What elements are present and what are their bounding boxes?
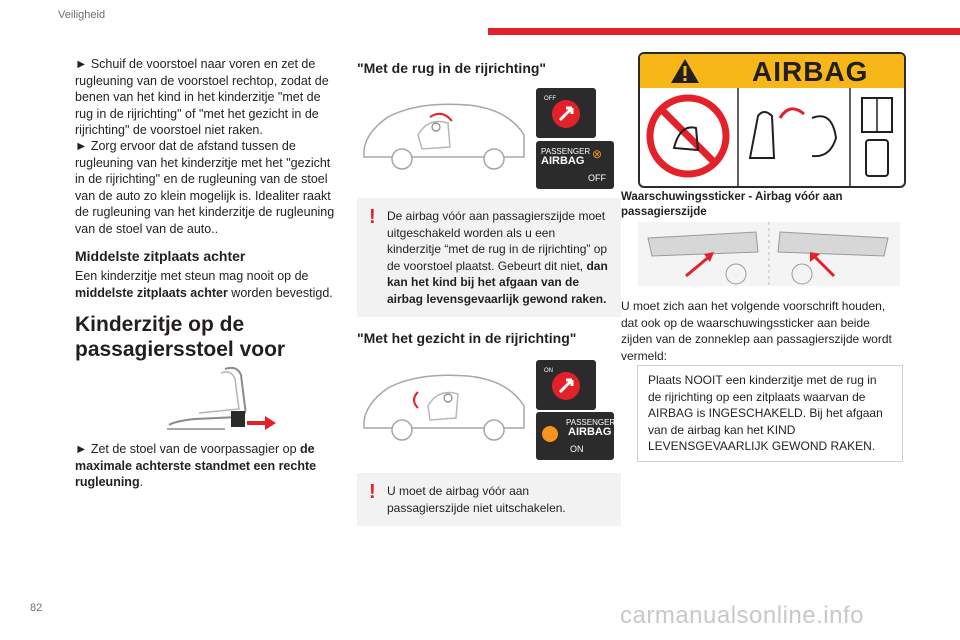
sticker-title: AIRBAG — [752, 56, 869, 87]
switch-on-icon — [536, 360, 596, 410]
warning-icon: ! — [369, 206, 376, 228]
instruction-paragraph-2: ► Zorg ervoor dat de afstand tussen de rugleuning van het kinderzitje met het "gezicht in de rijrichting" en de rugleuning van de stoel van de auto zo klein mogelijk is. Idealiter raakt de rugleuning van het kinderzitje de rugleuning van de stoel van de auto.. — [75, 139, 335, 236]
airbag-on-indicator — [536, 412, 614, 460]
middle-seat-paragraph: Een kinderzitje met steun mag nooit op de middelste zitplaats achter worden bevestigd. — [75, 269, 333, 300]
airbag-warning-icon: ⊗ — [592, 147, 603, 161]
warning-icon: ! — [369, 481, 376, 503]
airbag-warning-sticker — [638, 52, 906, 188]
warning-box-forward-facing: ! U moet de airbag vóór aan passagierszijde niet uitschakelen. — [357, 473, 621, 526]
header-accent-bar — [488, 28, 960, 35]
heading-rear-facing: "Met de rug in de rijrichting" — [357, 60, 547, 76]
panel-off-line2: AIRBAG — [541, 155, 585, 167]
running-header: Veiligheid — [58, 9, 106, 21]
seat-instruction-paragraph: ► Zet de stoel van de voorpassagier op de maximale achterste standmet een rechte rugleuning. — [75, 442, 317, 489]
section-heading: Kinderzitje op de passagiersstoel voor — [75, 313, 286, 361]
panel-on-line1: PASSENGER — [566, 418, 616, 427]
sticker-caption: Waarschuwingssticker - Airbag vóór aan passagierszijde — [621, 191, 843, 218]
subheading-middle-seat: Middelste zitplaats achter — [75, 248, 246, 264]
warning-box-rear-facing: ! De airbag vóór aan passagierszijde moet uitgeschakeld worden als u een kinderzitje “met de rug in de rijrichting” op de voorstoel plaatst. Gebeurt dit niet, dan kan het kind bij het afgaan van de airbag levensgevaarlijk gewond raken. — [357, 198, 621, 317]
switch-off-label: OFF — [544, 96, 556, 102]
airbag-off-indicator — [536, 141, 614, 189]
watermark: carmanualsonline.info — [620, 602, 864, 629]
instruction-paragraph: U moet zich aan het volgende voorschrift houden, dat ook op de waarschuwingssticker aan beide zijden van de zonneklep aan passagierszijde wordt vermeld: — [621, 299, 892, 363]
sticker-pictograms — [640, 88, 904, 186]
panel-on-line2: AIRBAG — [568, 426, 612, 438]
airbag-active-icon — [542, 426, 558, 442]
panel-on-state: ON — [570, 444, 584, 454]
page-number: 82 — [30, 602, 43, 614]
warning-triangle-icon — [670, 58, 700, 84]
panel-off-state: OFF — [588, 173, 606, 183]
switch-off-icon — [536, 88, 596, 138]
panel-off-line1: PASSENGER — [541, 147, 591, 156]
instruction-paragraph-1: ► Schuif de voorstoel naar voren en zet de rugleuning van de voorstoel rechtop, zodat de benen van het kind in het kinderzitje "met de rug in de rijrichting" of "met het gezicht in de rijrichting" de voorstoel niet raken. — [75, 57, 329, 137]
sticker-title-bar — [640, 54, 904, 88]
switch-on-label: ON — [544, 368, 553, 374]
car-rear-facing-illustration — [358, 95, 530, 173]
car-forward-facing-illustration — [358, 366, 530, 444]
seat-adjust-illustration — [155, 363, 280, 441]
sticker-text-box: Plaats NOOIT een kinderzitje met de rug in de rijrichting op een zitplaats waarvan de AIRBAG is INGESCHAKELD. Bij het afgaan van de airbag kan het KIND LEVENSGEVAARLIJK GEWOND RAKEN. — [637, 365, 903, 462]
sun-visor-illustration — [638, 222, 900, 286]
heading-forward-facing: "Met het gezicht in de rijrichting" — [357, 330, 577, 346]
